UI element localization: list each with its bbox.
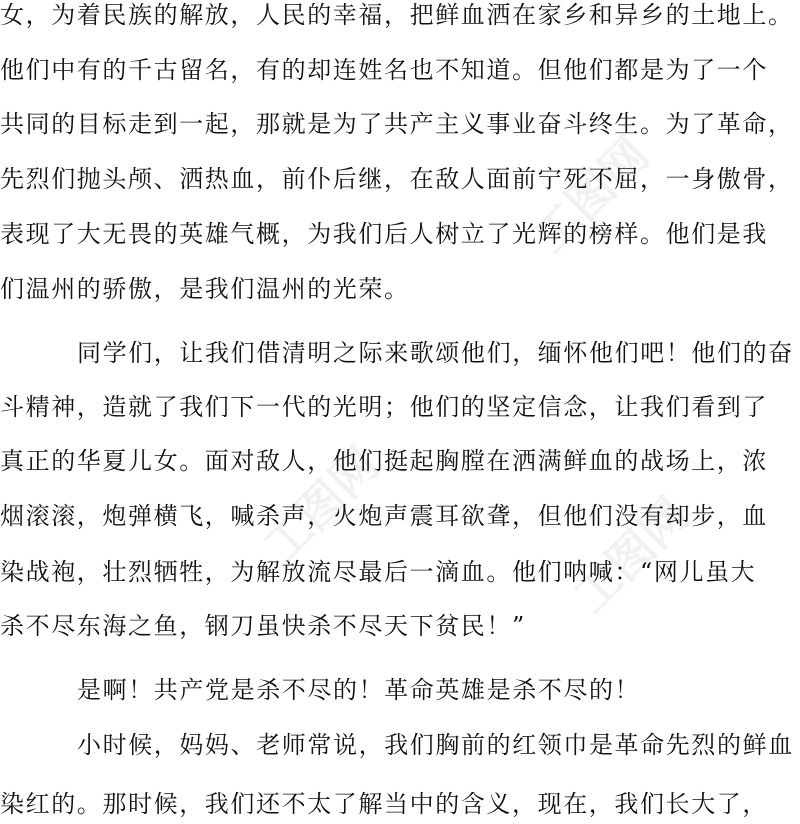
text-line: 共同的目标走到一起，那就是为了共产主义事业奋斗终生。为了革命，: [0, 110, 794, 138]
watermark: 工图网: [253, 437, 390, 574]
text-line: 他们中有的千古留名，有的却连姓名也不知道。但他们都是为了一个: [0, 56, 768, 84]
text-line: 小时候，妈妈、老师常说，我们胸前的红领巾是革命先烈的鲜血: [77, 731, 794, 759]
watermark: 工图网: [563, 487, 700, 624]
text-line: 烟滚滚，炮弹横飞，喊杀声，火炮声震耳欲聋，但他们没有却步，血: [0, 502, 768, 530]
text-line: 杀不尽东海之鱼，钢刀虽快杀不尽天下贫民！”: [0, 612, 526, 640]
watermark: 工图网: [523, 127, 660, 264]
text-line: 染战袍，壮烈牺牲，为解放流尽最后一滴血。他们呐喊：“网儿虽大: [0, 558, 757, 586]
text-line: 女，为着民族的解放，人民的幸福，把鲜血洒在家乡和异乡的土地上。: [0, 1, 794, 29]
text-line: 真正的华夏儿女。面对敌人，他们挺起胸膛在洒满鲜血的战场上，浓: [0, 447, 768, 475]
text-line: 斗精神，造就了我们下一代的光明；他们的坚定信念，让我们看到了: [0, 393, 768, 421]
text-line: 先烈们抛头颅、洒热血，前仆后继，在敌人面前宁死不屈，一身傲骨，: [0, 165, 794, 193]
text-line: 是啊！共产党是杀不尽的！革命英雄是杀不尽的！: [77, 676, 641, 704]
text-line: 同学们，让我们借清明之际来歌颂他们，缅怀他们吧！他们的奋: [77, 339, 794, 367]
text-line: 们温州的骄傲，是我们温州的光荣。: [0, 275, 410, 303]
text-line: 表现了大无畏的英雄气概，为我们后人树立了光辉的榜样。他们是我: [0, 220, 768, 248]
text-line: 染红的。那时候，我们还不太了解当中的含义，现在，我们长大了，: [0, 790, 768, 818]
